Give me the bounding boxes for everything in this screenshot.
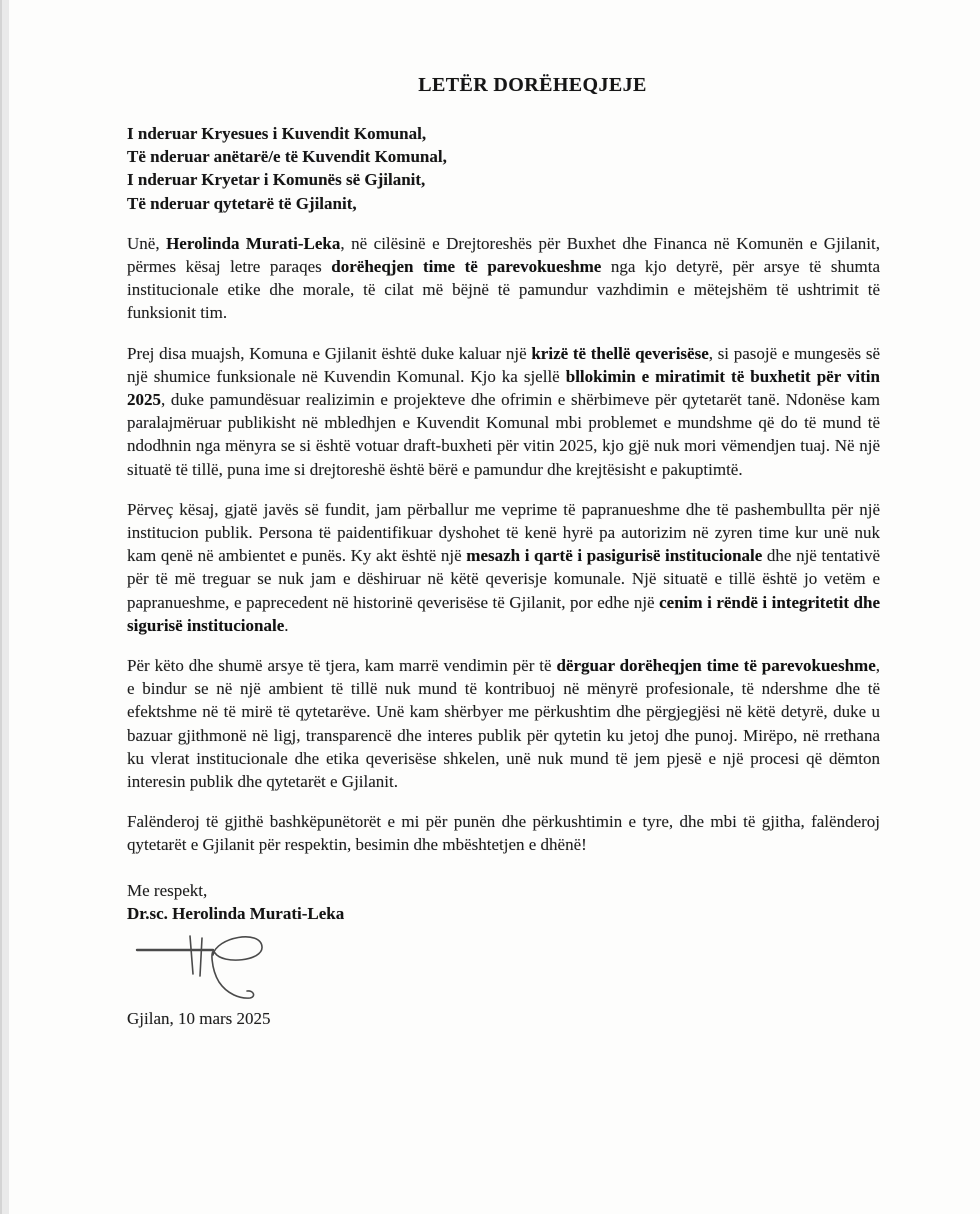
letter-paragraph: Prej disa muajsh, Komuna e Gjilanit është duke kaluar një krizë të thellë qeverisëse, si pasojë e mungesës së një shumice funksionale në Kuvendin Komunal. Kjo ka sjellë bllokimin e miratimit të buxhetit për vitin 2025, duke pamundësuar realizimin e projekteve dhe ofrimin e shërbimeve për qytetarët tanë. Ndonëse kam paralajmëruar publikisht në mbledhjen e Kuvendit Komunal mbi problemet e mundshme që do të mund të ndodhnin nga mënyra se si është votuar draft-buxheti për vitin 2025, kjo gjë nuk mori vëmendjen tuaj. Në një situatë të tillë, puna ime si drejtoreshë është bërë e pamundur dhe krejtësisht e pakuptimtë. bbox=[127, 343, 881, 479]
handwritten-signature-icon bbox=[113, 929, 283, 1013]
salutation-line: Të nderuar qytetarë të Gjilanit, bbox=[127, 193, 357, 213]
salutation-line: Të nderuar anëtarë/e të Kuvendit Komunal, bbox=[127, 147, 447, 167]
signature-block bbox=[127, 927, 880, 1007]
salutation-line: I nderuar Kryesues i Kuvendit Komunal, bbox=[127, 124, 427, 143]
letter-body bbox=[127, 232, 880, 857]
closing-regards: Me respekt, bbox=[127, 880, 208, 900]
letter-paragraph: Për këto dhe shumë arsye të tjera, kam marrë vendimin për të dërguar dorëheqjen time të parevokueshme, e bindur se në një ambient të tillë nuk mund të kontribuoj në mënyrë profesionale, të ndershme dhe të efektshme në të mirë të qytetarëve. Unë kam shërbyer me përkushtim dhe përgjegjësi në këtë detyrë, duke u bazuar gjithmonë në ligj, transparencë dhe interes publik për qytetin ku jetoj dhe punoj. Mirëpo, në rrethana ku vlerat institucionale dhe etika qeverisëse shkelen, unë nuk mund të jem pjesë e një procesi që dëmton interesin publik dhe qytetarët e Gjilanit. bbox=[127, 656, 880, 792]
date-line: Gjilan, 10 mars 2025 bbox=[127, 1009, 271, 1029]
letter-page bbox=[127, 0, 880, 1030]
letter-paragraph: Përveç kësaj, gjatë javës së fundit, jam përballur me veprime të papranueshme dhe të pashembullta për një institucion publik. Persona të paidentifikuar dyshohet të kenë hyrë pa autorizim në zyren time kur unë nuk kam qenë në ambientet e punës. Ky akt është një mesazh i qartë i pasigurisë institucionale dhe një tentativë për të më treguar se nuk jam e dëshiruar në këtë qeverisje komunale. Një situatë e tillë është jo vetëm e papranueshme, e paprecedent në historinë qeverisëse të Gjilanit, por edhe një cenim i rëndë i integritetit dhe sigurisë institucionale. bbox=[127, 499, 881, 635]
letter-paragraph: Falënderoj të gjithë bashkëpunëtorët e mi për punën dhe përkushtimin e tyre, dhe mbi të gjitha, falënderoj qytetarët e Gjilanit për respektin, besimin dhe mbështetjen e dhënë! bbox=[127, 812, 880, 855]
closing-name: Dr.sc. Herolinda Murati-Leka bbox=[127, 903, 345, 923]
scan-edge-artifact bbox=[0, 0, 9, 1214]
letter-title: LETËR DORËHEQJEJE bbox=[418, 74, 647, 96]
salutation-line: I nderuar Kryetar i Komunës së Gjilanit, bbox=[127, 170, 426, 190]
letter-paragraph: Unë, Herolinda Murati-Leka, në cilësinë e Drejtoreshës për Buxhet dhe Financa në Komunën e Gjilanit, përmes kësaj letre paraqes dorëheqjen time të parevokueshme nga kjo detyrë, për arsye të shumta institucionale etike dhe morale, të cilat më bëjnë të pamundur vazhdimin e mëtejshëm të ushtrimit të funksionit tim. bbox=[127, 233, 880, 323]
closing-block bbox=[127, 879, 880, 925]
salutations bbox=[127, 122, 880, 215]
